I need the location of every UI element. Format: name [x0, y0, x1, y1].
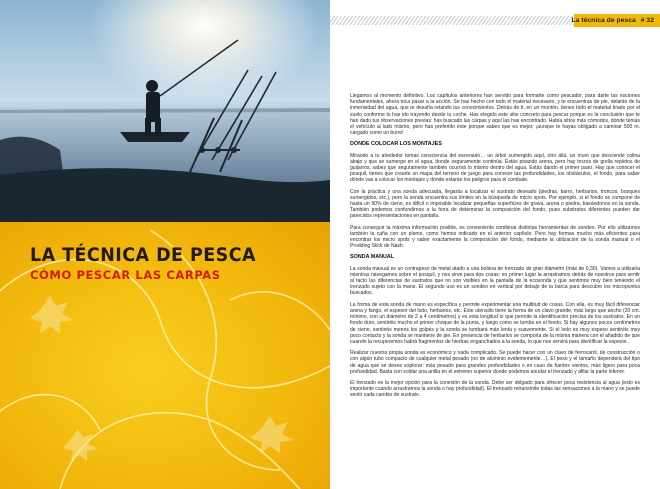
header-hatch: [330, 16, 574, 25]
section-title: La técnica de pesca: [571, 17, 636, 24]
paragraph: Para conseguir la máxima información posible, es conveniente combinar distintas herramientas de sondeo. Por ello utilizamos también la caña con un plomo, como hemos indicado en el anterior capítulo. Pero hay formas mucho más eficientes para encontrar los micro spots y saber exactamente la composición del fondo, mediante la utilización de la sonda manual o el Prodding Stick de Nash.: [350, 224, 640, 250]
article-body: [350, 93, 640, 485]
paragraph: La sonda manual es un contrapeso de metal atado a una bobina de trenzado de gran diámetro (más de 0,30). Vamos a utilizarla mientras navegamos sobre el posquil, y nos sirve para dos cosas: en primer lugar la arrastramos detrás de nosotros para sentir al tacto las diferencias de sustratos que no son visibles en la pantalla de la ecosonda y que sentimos muy bien teniendo el trenzado sujeto con la mano. El segundo uso es un sondeo en vertical por debajo de la barca para descubrir los micropuntos buscados.: [350, 265, 640, 297]
section-heading: DÓNDE COLOCAR LOS MONTAJES: [350, 141, 442, 148]
header-bar: [571, 14, 660, 27]
paragraph: Llegamos al momento definitivo. Los capítulos anteriores han servido para formarte como pescador, para darte las nociones fundamentales, ahora toca pasar a la acción. Se has hecho con todo el material necesario, y te encuentras de pie, delante de la inmensidad del agua, que te desafía retando tus conocimientos. Detrás de ti, en un montón, tienes todo el material tirado por el suelo conforme lo has ido trayendo desde tu coche. Has elegido este sitio concreto para pescar porque es la conclusión que te han dado tus observaciones previas: has buscado las carpas y aquí las has encontrado. Había sitios más cómodos, donde tenías el vehículo al lado mismo, pero has preferido éste porque sabes que es mejor, ¡aunque te hayas obligado a caminar 500 m. cargado como un burro!: [350, 93, 640, 137]
paragraph: Con la práctica y una sonda adecuada, llegarás a localizar el sustrato deseado (piedras, barro, herbarios, troncos, bosques sumergidos, etc.), pero la sonda encuentra sus límites en la búsqueda de micro spots. Por ejemplo, si el fondo se compone de hasta un 90% de cieno, es difícil o imposible localizar pequeñas superficies de grava, arena o piedra, basándonos en la sonda. También podemos confundirnos a la hora de determinar la composición del fondo, pues substratos diferentes pueden dar parecidos representaciones en pantalla.: [350, 188, 640, 220]
page-number: # 32: [640, 17, 654, 24]
paragraph: Mirando a tu alrededor tomas consciencia del escenario… un árbol sumergido aquí, otro allá, un muro que desciende colina abajo y que se sumerge en el agua, donde seguramente continúa. Estás pisando arena, pero hay trozos de grella repletos de guijarros, sabes que seguramente también ocurrirá lo mismo dentro del agua. Estás dando el primer paso. Hay que conocer el posquil, tienes que crearte un mapa del terreno de juego para conocer las profundidades, los obstáculos, el fondo, para saber dónde vas a colocar los montajes y dónde estarán los peligros para el combate.: [350, 152, 640, 184]
section-heading: SONDA MANUAL: [350, 254, 395, 261]
right-page: [330, 0, 660, 489]
paragraph: Realizar nuestra propia sonda es económico y nada complicado. Se puede hacer con un clavo de ferrocarril, de construcción o con algún tubo compacto de cualquier metal pesado (no de aluminio evidentemente…). El peso y el tamaño dependerá del tipo de agua que se desee explorar: más pesado para grandes profundidades o en caso de fuertes vientos, más ligero para poca profundidad. Basta con soldar una anilla en el extremo superior donde podemos anudar el trenzado y afilar la parte inferior.: [350, 350, 640, 375]
title-block: [30, 244, 276, 282]
page-subtitle: CÓMO PESCAR LAS CARPAS: [30, 268, 221, 282]
page-title: LA TÉCNICA DE PESCA: [30, 244, 257, 266]
paragraph: El trenzado es la mejor opción para la conexión de la sonda. Debe ser delgado para ofrecer poca resistencia al agua (esto es importante cuando arrastramos la sonda o hay profundidad). El trenzado retransmite todas las sensaciones a la mano y se puede sentir cada cambio de sustrato.: [350, 379, 640, 399]
paragraph: La forma de esta sonda de mano es específica y permite experimentar una multitud de cosas. Con ella, es muy fácil diferenciar arena y fango, el espesor del lodo, herbarios, etc. Este utensilio tiene la forma de un clavo grande, más largo que ancho (20 cm. mínimo, con un diámetro de 2 a 4 centímetros) y es esta longitud lo que permite la identificación precisa de los sustratos. En un fondo duro, sentiréis mucho el primer choque de la punta, y luego como se tumba en el fondo. Si hay algunos pocos centímetros de cieno, sentiréis menos los golpes y la sonda se tumbará más lenta y suavemente. Si el lodo es muy espeso sentiréis muy poco contacto y la sonda se mantiene de pie. En presencia de herbarios se comporta de la misma manera con el añadido de que cuando la recuperemos habrá fragmentos de hierbas enganchados a la sonda, lo que nos servirá para identificar la especie.: [350, 301, 640, 345]
